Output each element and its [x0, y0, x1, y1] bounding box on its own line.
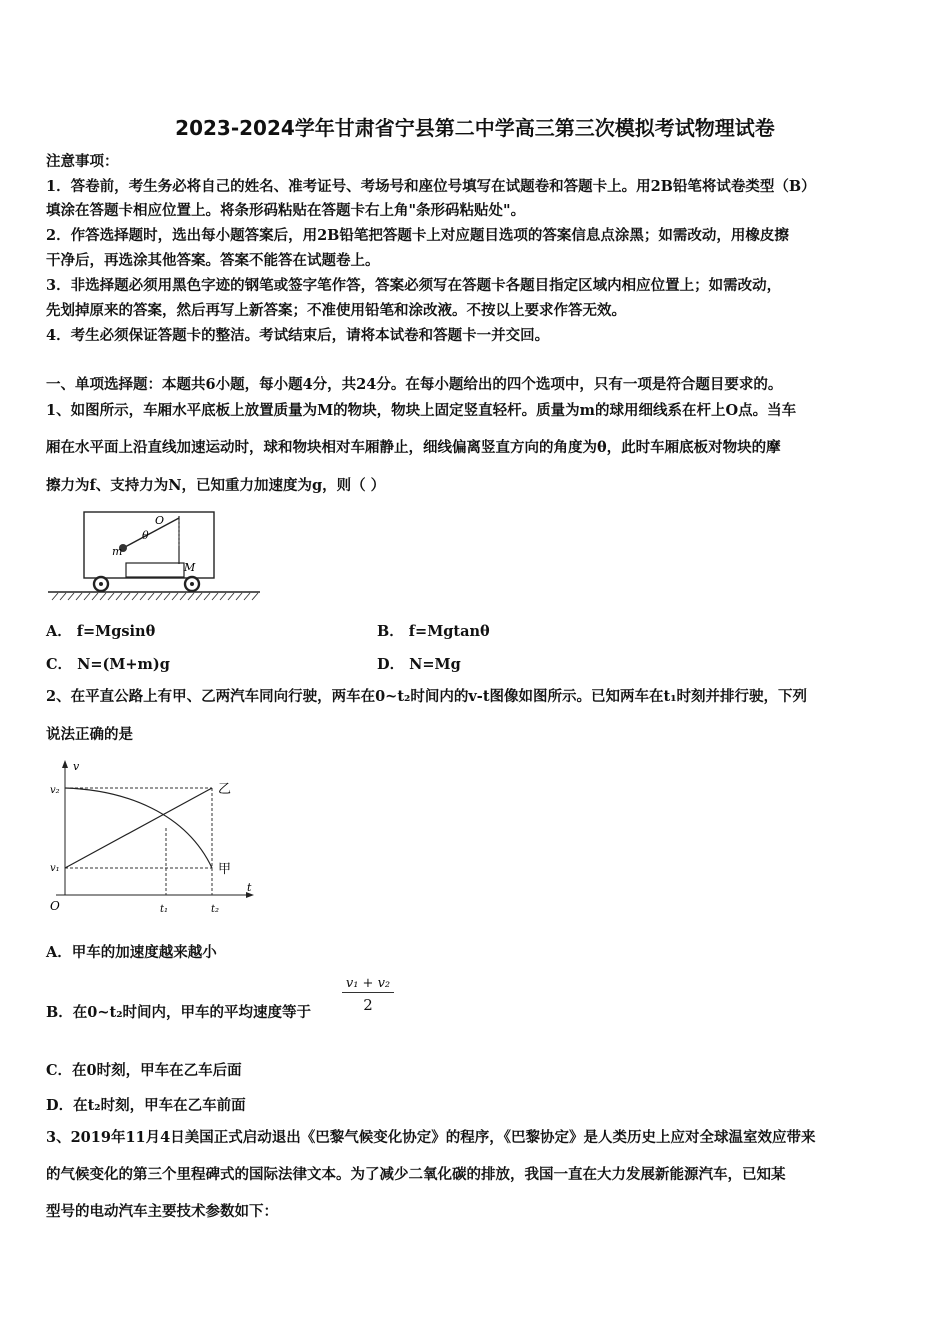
fraction-numerator: v₁ + v₂ [342, 976, 394, 993]
q3-stem: 的气候变化的第三个里程碑式的国际法律文本。为了减少二氧化碳的排放，我国一直在大力发展新能源汽车，已知某 [46, 1166, 786, 1183]
q2-option-d[interactable]: D．在t₂时刻，甲车在乙车前面 [46, 1097, 246, 1114]
label-m: m [112, 545, 123, 558]
q3-stem: 型号的电动汽车主要技术参数如下： [46, 1203, 278, 1220]
ground-hatch [52, 593, 258, 600]
notice-line: 填涂在答题卡相应位置上。将条形码粘贴在答题卡右上角"条形码粘贴处"。 [46, 202, 526, 219]
fraction-denominator: 2 [363, 996, 373, 1014]
label-t: t [247, 881, 252, 894]
label-O: O [50, 899, 60, 913]
label-v2: v₂ [50, 785, 60, 796]
q2-stem: 说法正确的是 [46, 726, 133, 743]
label-yi: 乙 [218, 782, 232, 797]
block [126, 563, 184, 577]
fraction-average-velocity [342, 976, 394, 1014]
q2-vt-graph [46, 758, 258, 918]
page-title: 2023-2024学年甘肃省宁县第二中学高三第三次模拟考试物理试卷 [175, 116, 775, 140]
string [125, 518, 179, 547]
q2-stem: 2、在平直公路上有甲、乙两汽车同向行驶，两车在0~t₂时间内的v-t图像如图所示。已知两车在t₁时刻并排行驶，下列 [46, 688, 808, 705]
q1-cart-figure [46, 508, 266, 604]
q1-option-b[interactable]: B． f=Mgtanθ [377, 623, 490, 640]
q1-stem: 擦力为f、支持力为N，已知重力加速度为g，则（ ） [46, 477, 386, 494]
q1-stem: 厢在水平面上沿直线加速运动时，球和物块相对车厢静止，细线偏离竖直方向的角度为θ，此时车厢底板对物块的摩 [46, 439, 781, 456]
label-v: v [73, 760, 80, 773]
notice-line: 1．答卷前，考生务必将自己的姓名、准考证号、考场号和座位号填写在试题卷和答题卡上。用2B铅笔将试卷类型（B） [46, 178, 816, 195]
notice-line: 4．考生必须保证答题卡的整洁。考试结束后，请将本试卷和答题卡一并交回。 [46, 327, 550, 344]
label-t1: t₁ [160, 904, 169, 915]
line-yi [65, 788, 212, 868]
label-t2: t₂ [211, 904, 220, 915]
q1-option-d[interactable]: D． N=Mg [377, 656, 461, 673]
q3-stem: 3、2019年11月4日美国正式启动退出《巴黎气候变化协定》的程序，《巴黎协定》是人类历史上应对全球温室效应带来 [46, 1129, 816, 1146]
notice-line: 先划掉原来的答案，然后再写上新答案；不准使用铅笔和涂改液。不按以上要求作答无效。 [46, 302, 626, 319]
notice-heading: 注意事项： [46, 153, 119, 170]
q1-option-c[interactable]: C． N=(M+m)g [46, 656, 170, 673]
q1-option-a[interactable]: A． f=Mgsinθ [46, 623, 156, 640]
q2-option-a[interactable]: A．甲车的加速度越来越小 [46, 944, 217, 961]
label-v1: v₁ [50, 863, 60, 874]
q1-stem: 1、如图所示，车厢水平底板上放置质量为M的物块，物块上固定竖直轻杆。质量为m的球用细线系在杆上O点。当车 [46, 402, 797, 419]
q2-option-c[interactable]: C．在0时刻，甲车在乙车后面 [46, 1062, 242, 1079]
q2-option-b[interactable]: B．在0~t₂时间内，甲车的平均速度等于 [46, 1004, 312, 1021]
notice-line: 干净后，再选涂其他答案。答案不能答在试题卷上。 [46, 252, 380, 269]
notice-line: 3．非选择题必须用黑色字迹的钢笔或签字笔作答，答案必须写在答题卡各题目指定区域内相应位置上；如需改动， [46, 277, 782, 294]
label-M: M [184, 561, 196, 574]
label-theta: θ [142, 529, 149, 542]
label-jia: 甲 [218, 862, 232, 877]
notice-line: 2．作答选择题时，选出每小题答案后，用2B铅笔把答题卡上对应题目选项的答案信息点涂黑；如需改动，用橡皮擦 [46, 227, 789, 244]
label-O: O [155, 514, 165, 527]
section-heading: 一、单项选择题：本题共6小题，每小题4分，共24分。在每小题给出的四个选项中，只有一项是符合题目要求的。 [46, 376, 783, 393]
